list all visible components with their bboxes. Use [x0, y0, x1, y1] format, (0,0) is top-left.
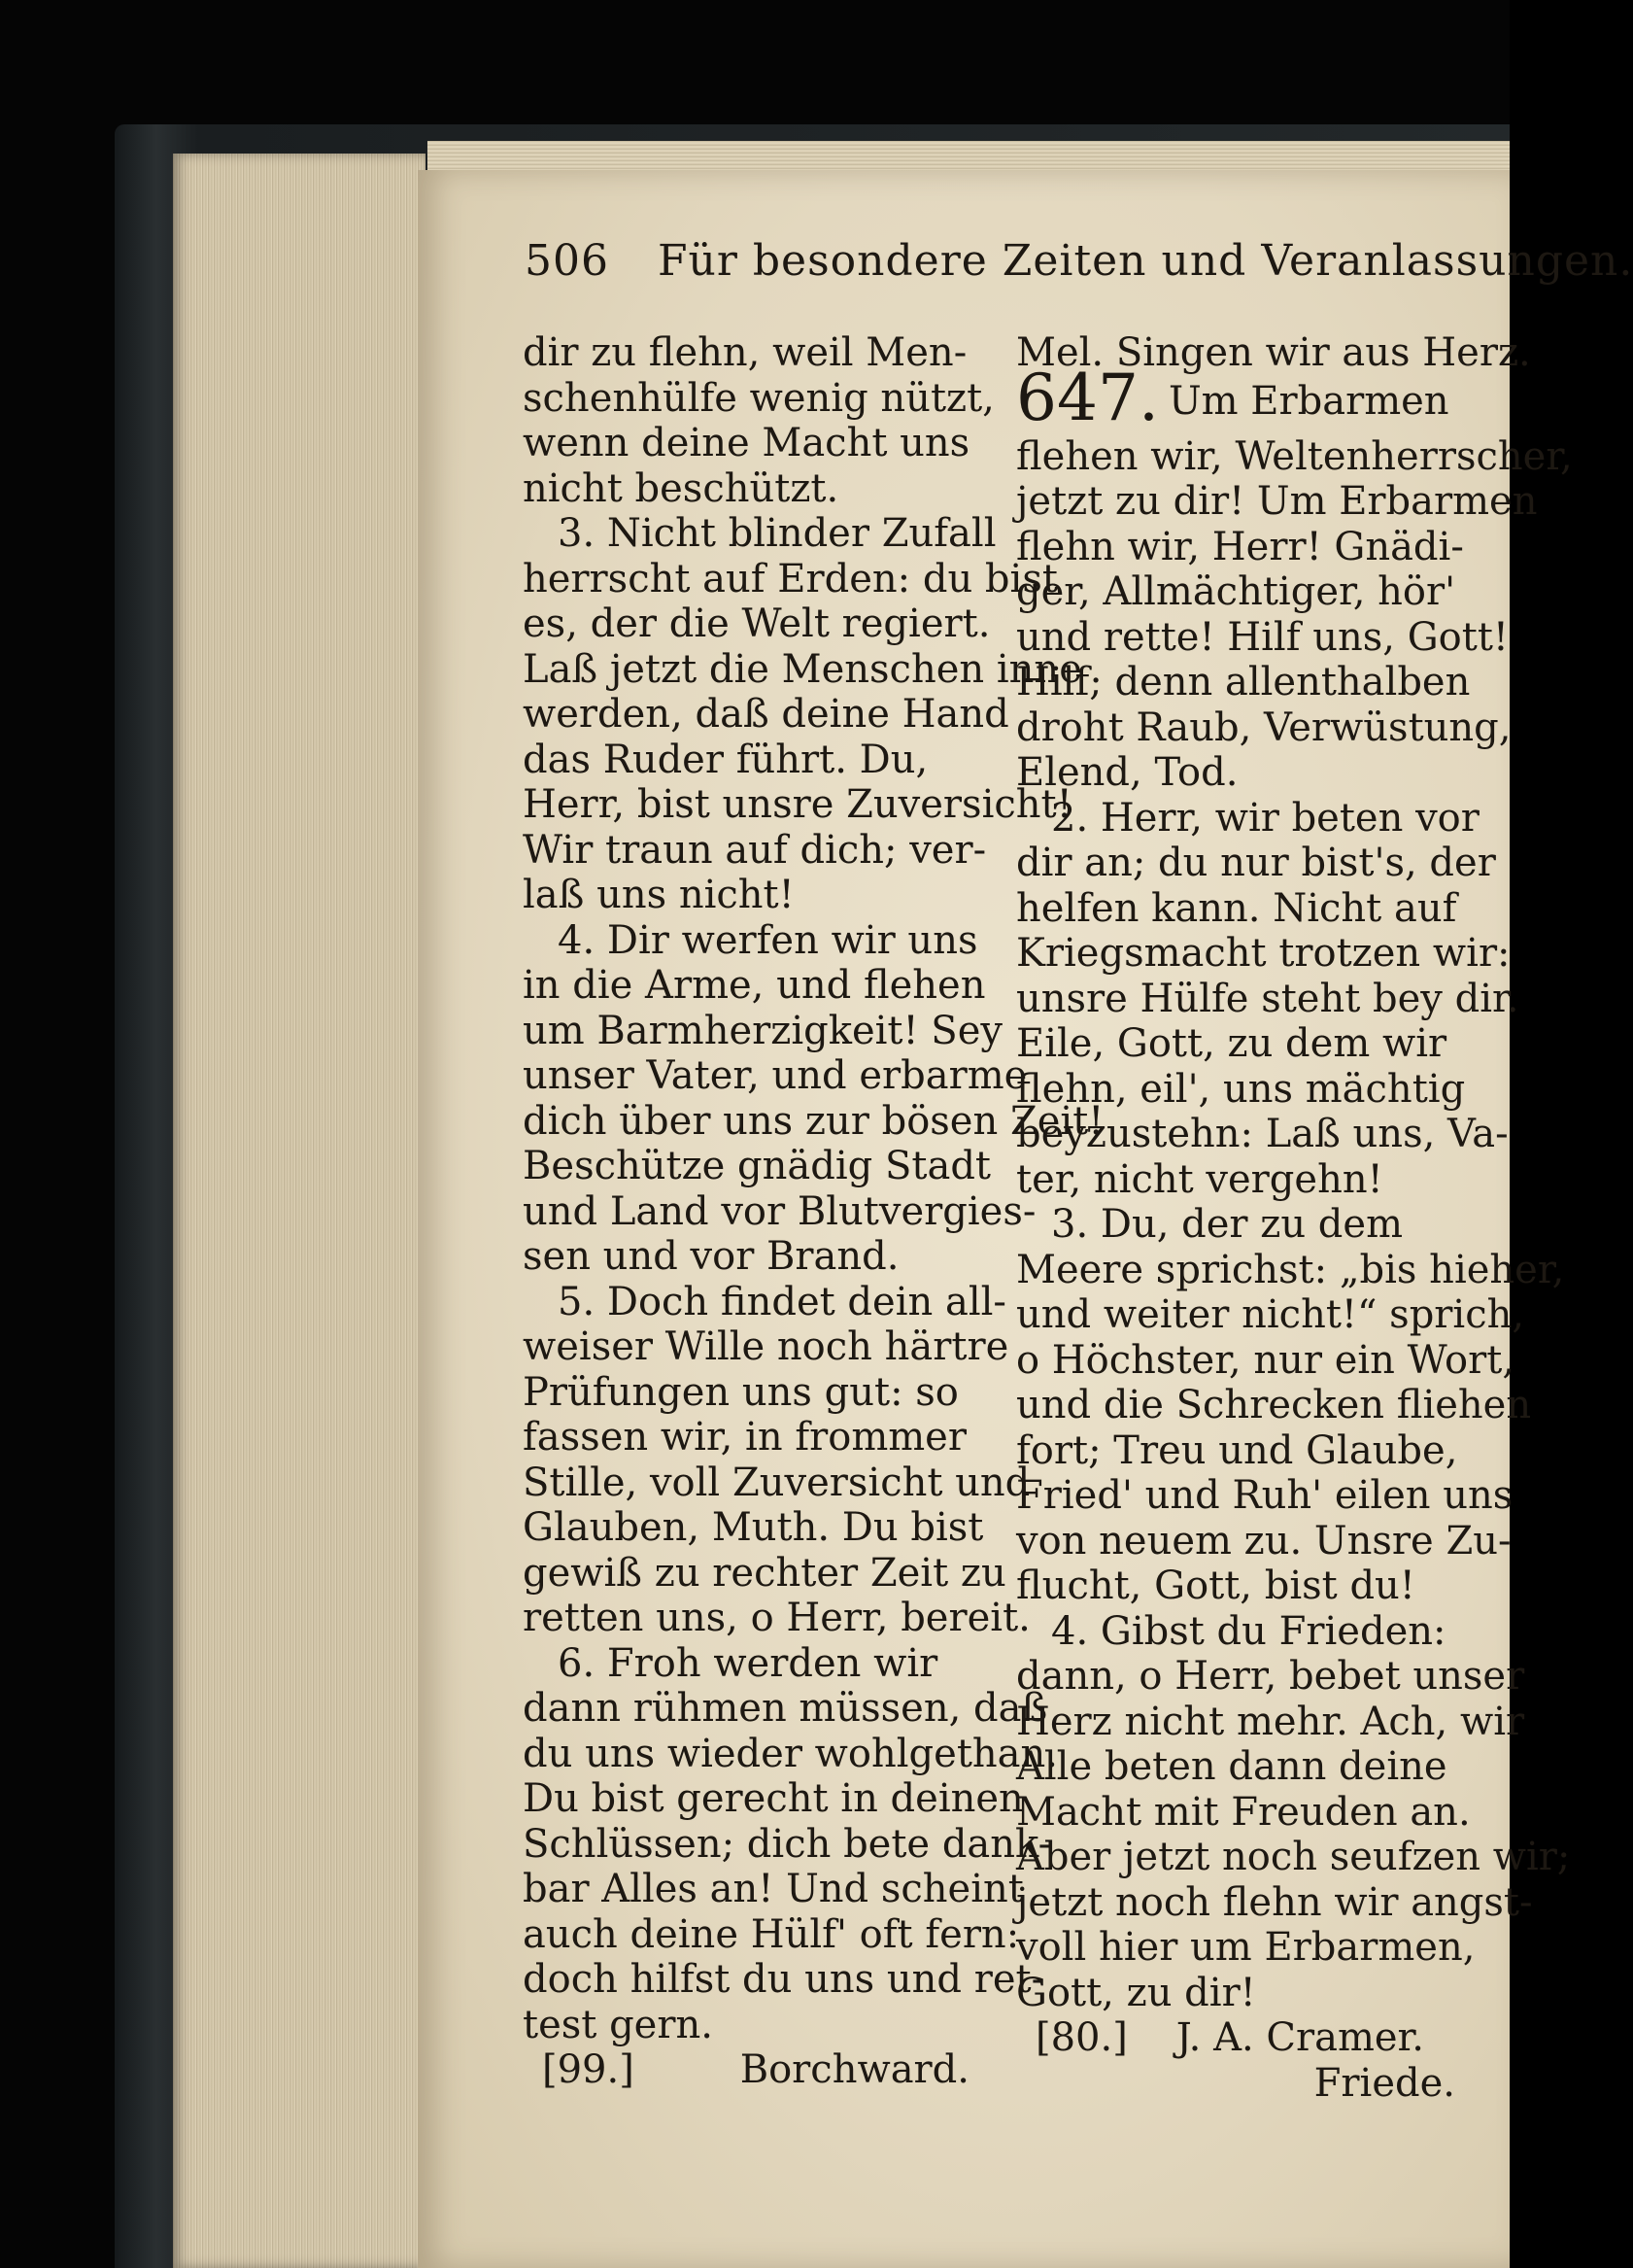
text-line: gewiß zu rechter Zeit zu	[523, 1550, 1006, 1596]
text-line: Herz nicht mehr. Ach, wir	[1016, 1699, 1525, 1744]
text-line: du uns wieder wohlgethan.	[523, 1731, 1058, 1776]
hymn-incipit: Um Erbarmen	[1168, 378, 1449, 424]
right-column-lines	[1016, 433, 1573, 2016]
text-line: o Höchster, nur ein Wort,	[1016, 1337, 1515, 1383]
text-line: Meere sprichst: „bis hieher,	[1016, 1247, 1565, 1292]
text-line: und weiter nicht!“ sprich,	[1016, 1292, 1525, 1337]
hymn-number: 647.	[1016, 360, 1159, 435]
text-line: in die Arme, und flehen	[523, 963, 986, 1008]
text-line: helfen kann. Nicht auf	[1016, 885, 1457, 931]
text-line: herrscht auf Erden: du bist	[523, 556, 1058, 601]
text-line: bar Alles an! Und scheint	[523, 1867, 1024, 1911]
text-line: schenhülfe wenig nützt,	[523, 375, 995, 421]
text-line: auch deine Hülf' oft fern:	[523, 1911, 1020, 1957]
text-line: dir zu flehn, weil Men-	[523, 330, 968, 375]
text-line: Stille, voll Zuversicht und	[523, 1460, 1031, 1505]
text-line: flehn wir, Herr! Gnädi-	[1016, 524, 1464, 569]
text-line: doch hilfst du uns und ret-	[523, 1957, 1045, 2002]
text-line: Macht mit Freuden an.	[1016, 1789, 1471, 1835]
text-line: Schlüssen; dich bete dank-	[523, 1821, 1052, 1867]
left-hymn-reference: [99.]	[542, 2047, 634, 2092]
text-line: Fried' und Ruh' eilen uns	[1016, 1473, 1514, 1518]
text-line: Prüfungen uns gut: so	[523, 1369, 959, 1415]
text-line: Gott, zu dir!	[1016, 1970, 1256, 2015]
text-line: Beschütze gnädig Stadt	[523, 1144, 991, 1188]
text-line: nicht beschützt.	[523, 465, 839, 511]
text-line: dann rühmen müssen, daß	[523, 1686, 1048, 1731]
text-line: laß uns nicht!	[523, 873, 795, 917]
text-line: flucht, Gott, bist du!	[1016, 1564, 1415, 1608]
text-line: 2. Herr, wir beten vor	[1051, 795, 1480, 841]
text-line: 6. Froh werden wir	[558, 1640, 938, 1686]
text-line: es, der die Welt regiert.	[523, 601, 991, 646]
page-number: 506	[525, 236, 609, 286]
text-line: weiser Wille noch härtre	[523, 1324, 1009, 1369]
text-line: und die Schrecken fliehen	[1016, 1383, 1532, 1427]
text-line: flehn, eil', uns mächtig	[1016, 1066, 1466, 1112]
text-line: ter, nicht vergehn!	[1016, 1156, 1383, 1202]
text-line: dir an; du nur bist's, der	[1016, 841, 1496, 885]
text-line: fassen wir, in frommer	[523, 1415, 967, 1460]
text-line: von neuem zu. Unsre Zu-	[1016, 1518, 1512, 1564]
right-hymn-reference: [80.]	[1036, 2015, 1128, 2060]
text-line: Eile, Gott, zu dem wir	[1016, 1021, 1447, 1066]
running-title: Für besondere Zeiten und Veranlassungen.	[658, 236, 1633, 286]
text-line: 3. Nicht blinder Zufall	[558, 511, 997, 556]
text-line: dich über uns zur bösen Zeit!	[523, 1098, 1105, 1144]
text-line: test gern.	[523, 2002, 713, 2047]
text-line: und rette! Hilf uns, Gott!	[1016, 614, 1509, 660]
text-line: Herr, bist unsre Zuversicht!	[523, 782, 1072, 827]
text-line: Du bist gerecht in deinen	[523, 1776, 1024, 1821]
hymn-first-line	[1016, 360, 1482, 435]
text-line: Kriegsmacht trotzen wir:	[1016, 931, 1511, 976]
text-line: 5. Doch findet dein all-	[558, 1279, 1006, 1324]
text-line: ger, Allmächtiger, hör'	[1016, 569, 1456, 614]
text-line: Glauben, Muth. Du bist	[523, 1505, 984, 1550]
text-line: 4. Gibst du Frieden:	[1051, 1608, 1446, 1654]
text-line: retten uns, o Herr, bereit.	[523, 1596, 1031, 1640]
right-column	[1016, 330, 1573, 2106]
text-line: Hilf; denn allenthalben	[1016, 660, 1471, 704]
text-line: werden, daß deine Hand	[523, 692, 1009, 737]
text-line: wenn deine Macht uns	[523, 421, 970, 465]
left-author: Borchward.	[739, 2047, 970, 2092]
text-line: um Barmherzigkeit! Sey	[523, 1008, 1003, 1053]
text-line: jetzt zu dir! Um Erbarmen	[1016, 479, 1538, 524]
text-line: jetzt noch flehn wir angst-	[1016, 1879, 1533, 1925]
text-line: flehen wir, Weltenherrscher,	[1016, 433, 1573, 479]
catchword: Friede.	[1313, 2060, 1455, 2106]
right-author: J. A. Cramer.	[1175, 2015, 1424, 2060]
text-line: fort; Treu und Glaube,	[1016, 1427, 1458, 1473]
text-line: Wir traun auf dich; ver-	[523, 827, 987, 873]
text-line: beyzustehn: Laß uns, Va-	[1016, 1112, 1509, 1156]
melody-line: Mel. Singen wir aus Herz.	[1016, 330, 1531, 375]
text-line: und Land vor Blutvergies-	[523, 1188, 1037, 1234]
text-line: unsre Hülfe steht bey dir.	[1016, 976, 1519, 1021]
text-line: Aber jetzt noch seufzen wir;	[1016, 1835, 1571, 1879]
text-line: 3. Du, der zu dem	[1051, 1202, 1404, 1247]
right-footer	[1016, 2015, 1482, 2061]
text-line: unser Vater, und erbarme	[523, 1053, 1028, 1098]
text-line: Laß jetzt die Menschen inne	[523, 646, 1082, 692]
text-line: 4. Dir werfen wir uns	[558, 917, 978, 963]
text-line: Elend, Tod.	[1016, 750, 1239, 795]
left-footer	[523, 2047, 979, 2093]
text-line: droht Raub, Verwüstung,	[1016, 704, 1512, 750]
page-side-edges	[173, 154, 425, 2268]
text-line: Alle beten dann deine	[1016, 1744, 1447, 1789]
page-header	[515, 236, 1633, 304]
text-line: dann, o Herr, bebet unser	[1016, 1654, 1525, 1699]
text-line: voll hier um Erbarmen,	[1016, 1925, 1476, 1970]
text-line: das Ruder führt. Du,	[523, 737, 929, 782]
text-line: sen und vor Brand.	[523, 1234, 900, 1279]
